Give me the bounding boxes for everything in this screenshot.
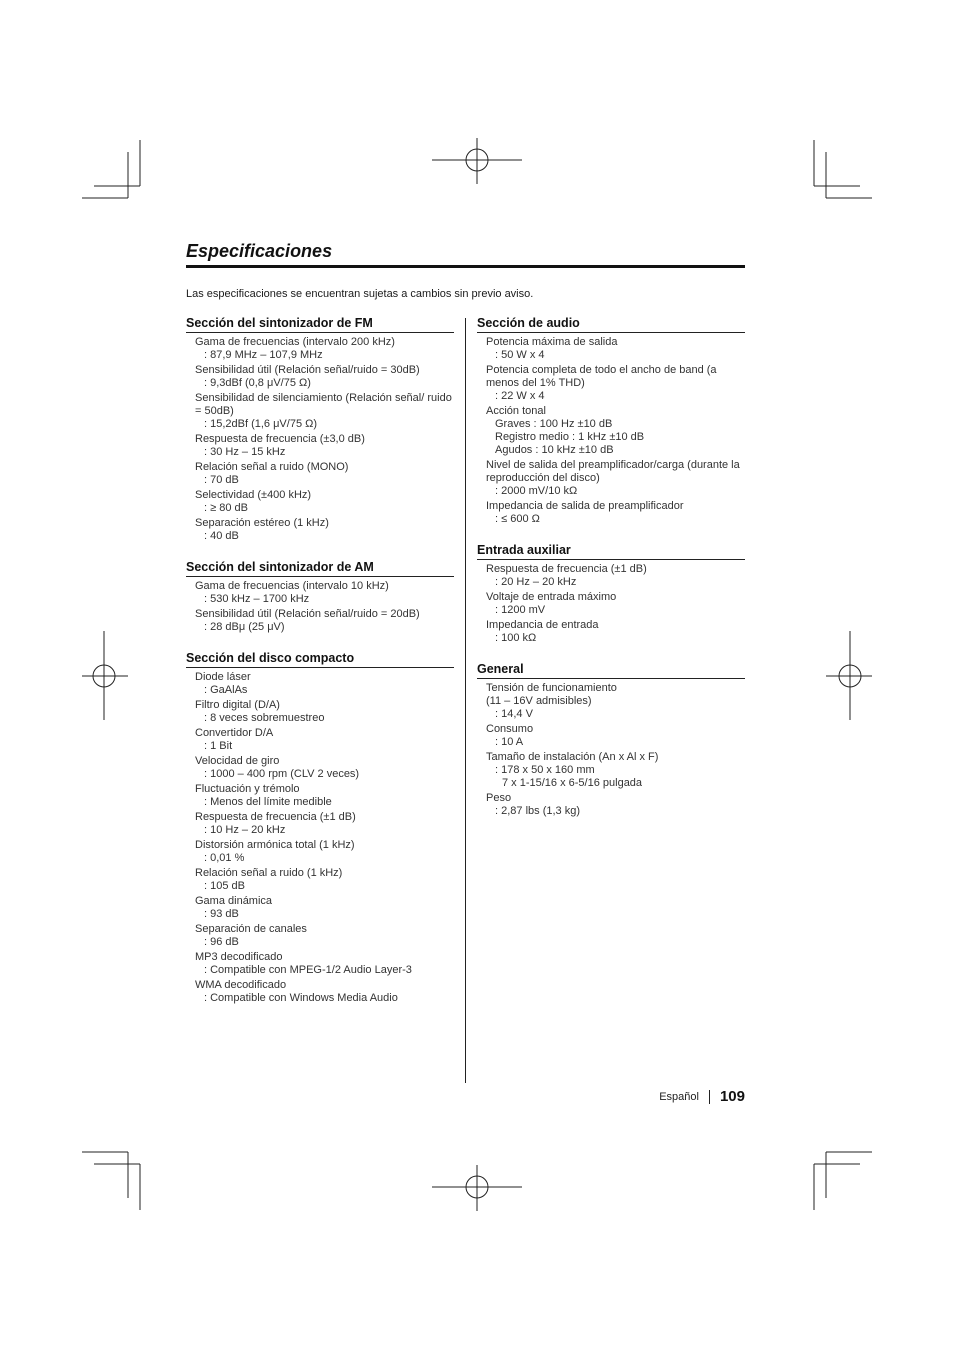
spec-value-bass: Graves : 100 Hz ±10 dB bbox=[495, 418, 613, 430]
spec-label: Tensión de funcionamiento bbox=[486, 682, 617, 694]
spec-item bbox=[486, 591, 745, 617]
spec-item bbox=[195, 489, 454, 515]
section-heading: Entrada auxiliar bbox=[477, 543, 745, 560]
spec-value: : 30 Hz – 15 kHz bbox=[204, 446, 286, 458]
spec-value: : ≤ 600 Ω bbox=[495, 513, 540, 525]
spec-label: Distorsión armónica total (1 kHz) bbox=[195, 839, 355, 851]
column-divider bbox=[465, 318, 466, 1083]
spec-label: Respuesta de frecuencia (±3,0 dB) bbox=[195, 433, 365, 445]
spec-value: : 9,3dBf (0,8 μV/75 Ω) bbox=[204, 377, 311, 389]
spec-label: Impedancia de salida de preamplificador bbox=[486, 500, 684, 512]
spec-label: Selectividad (±400 kHz) bbox=[195, 489, 312, 501]
spec-item bbox=[195, 580, 454, 606]
spec-item bbox=[195, 811, 454, 837]
right-column bbox=[477, 316, 745, 835]
spec-label: Gama dinámica bbox=[195, 895, 273, 907]
spec-value: : 2,87 lbs (1,3 kg) bbox=[495, 805, 580, 817]
spec-item bbox=[195, 727, 454, 753]
spec-label: Acción tonal bbox=[486, 405, 546, 417]
spec-label: Consumo bbox=[486, 723, 534, 735]
spec-label: MP3 decodificado bbox=[195, 951, 283, 963]
spec-value-inches: 7 x 1-15/16 x 6-5/16 pulgada bbox=[502, 777, 643, 789]
section-heading: Sección del sintonizador de FM bbox=[186, 316, 454, 333]
section-heading: Sección del disco compacto bbox=[186, 651, 454, 668]
spec-item bbox=[195, 517, 454, 543]
section-compact-disc bbox=[186, 651, 454, 1005]
footer-language: Español bbox=[659, 1090, 699, 1103]
spec-label: Potencia completa de todo el ancho de band (a menos del 1% THD) bbox=[486, 364, 717, 389]
spec-value: : 10 Hz – 20 kHz bbox=[204, 824, 286, 836]
spec-value: : 1200 mV bbox=[495, 604, 546, 616]
spec-item bbox=[195, 979, 454, 1005]
section-general bbox=[477, 662, 745, 818]
spec-value: : ≥ 80 dB bbox=[204, 502, 248, 514]
spec-label: Tamaño de instalación (An x Al x F) bbox=[486, 751, 659, 763]
spec-value: : 22 W x 4 bbox=[495, 390, 545, 402]
spec-value: : 93 dB bbox=[204, 908, 239, 920]
spec-item bbox=[195, 951, 454, 977]
spec-label: Diode láser bbox=[195, 671, 251, 683]
spec-item bbox=[486, 751, 745, 790]
spec-item bbox=[195, 336, 454, 362]
section-aux-input bbox=[477, 543, 745, 645]
spec-label: Nivel de salida del preamplificador/carga (durante la reproducción del disco) bbox=[486, 459, 740, 484]
spec-value: : 70 dB bbox=[204, 474, 239, 486]
spec-item bbox=[195, 364, 454, 390]
spec-label: Filtro digital (D/A) bbox=[195, 699, 280, 711]
intro-text: Las especificaciones se encuentran sujetas a cambios sin previo aviso. bbox=[186, 288, 534, 300]
section-fm-tuner bbox=[186, 316, 454, 543]
spec-value: : Menos del límite medible bbox=[204, 796, 332, 808]
spec-item bbox=[486, 563, 745, 589]
spec-label: Sensibilidad útil (Relación señal/ruido = 20dB) bbox=[195, 608, 420, 620]
spec-value: : 1000 – 400 rpm (CLV 2 veces) bbox=[204, 768, 360, 780]
spec-item bbox=[195, 839, 454, 865]
spec-item bbox=[486, 792, 745, 818]
spec-value: : GaAlAs bbox=[204, 684, 248, 696]
page-footer bbox=[659, 1088, 745, 1105]
title-rule bbox=[186, 265, 745, 268]
spec-value: : 100 kΩ bbox=[495, 632, 537, 644]
spec-label: Gama de frecuencias (intervalo 10 kHz) bbox=[195, 580, 389, 592]
spec-item bbox=[486, 723, 745, 749]
spec-value: : 14,4 V bbox=[495, 708, 533, 720]
spec-item bbox=[486, 459, 745, 498]
spec-label: Respuesta de frecuencia (±1 dB) bbox=[195, 811, 356, 823]
spec-label: Velocidad de giro bbox=[195, 755, 280, 767]
spec-item bbox=[195, 783, 454, 809]
spec-value: : 105 dB bbox=[204, 880, 245, 892]
spec-value: : 530 kHz – 1700 kHz bbox=[204, 593, 310, 605]
spec-item bbox=[195, 433, 454, 459]
spec-value: : 50 W x 4 bbox=[495, 349, 545, 361]
spec-value: : 2000 mV/10 kΩ bbox=[495, 485, 578, 497]
section-heading: Sección de audio bbox=[477, 316, 745, 333]
left-column bbox=[186, 316, 454, 1022]
spec-item bbox=[195, 895, 454, 921]
spec-value: : 8 veces sobremuestreo bbox=[204, 712, 325, 724]
spec-value: : 10 A bbox=[495, 736, 524, 748]
spec-value: : 20 Hz – 20 kHz bbox=[495, 576, 577, 588]
spec-item bbox=[195, 923, 454, 949]
spec-value: : Compatible con MPEG-1/2 Audio Layer-3 bbox=[204, 964, 412, 976]
section-audio bbox=[477, 316, 745, 526]
section-heading: Sección del sintonizador de AM bbox=[186, 560, 454, 577]
spec-label: Separación de canales bbox=[195, 923, 307, 935]
spec-item bbox=[195, 461, 454, 487]
footer-separator bbox=[709, 1090, 710, 1104]
spec-item bbox=[486, 364, 745, 403]
spec-item bbox=[195, 699, 454, 725]
page-number: 109 bbox=[719, 1088, 745, 1105]
spec-item bbox=[486, 500, 745, 526]
spec-item bbox=[486, 682, 745, 721]
spec-value: : 0,01 % bbox=[204, 852, 245, 864]
spec-value: : 96 dB bbox=[204, 936, 239, 948]
spec-value: : 178 x 50 x 160 mm bbox=[495, 764, 595, 776]
spec-label: Potencia máxima de salida bbox=[486, 336, 618, 348]
spec-item bbox=[486, 619, 745, 645]
spec-item bbox=[486, 336, 745, 362]
spec-item bbox=[195, 671, 454, 697]
spec-value-mid: Registro medio : 1 kHz ±10 dB bbox=[495, 431, 645, 443]
spec-label: Peso bbox=[486, 792, 512, 804]
spec-value: : 40 dB bbox=[204, 530, 239, 542]
spec-value: : 1 Bit bbox=[204, 740, 233, 752]
spec-item bbox=[195, 608, 454, 634]
spec-label: Relación señal a ruido (MONO) bbox=[195, 461, 349, 473]
spec-label: Respuesta de frecuencia (±1 dB) bbox=[486, 563, 647, 575]
spec-value: : 28 dBμ (25 μV) bbox=[204, 621, 285, 633]
spec-value-treble: Agudos : 10 kHz ±10 dB bbox=[495, 444, 614, 456]
spec-value: : 87,9 MHz – 107,9 MHz bbox=[204, 349, 323, 361]
spec-item bbox=[195, 867, 454, 893]
spec-label: Separación estéreo (1 kHz) bbox=[195, 517, 329, 529]
spec-item bbox=[195, 392, 454, 431]
spec-label: WMA decodificado bbox=[195, 979, 287, 991]
spec-value: : Compatible con Windows Media Audio bbox=[204, 992, 398, 1004]
page-title: Especificaciones bbox=[186, 241, 333, 261]
spec-label: Relación señal a ruido (1 kHz) bbox=[195, 867, 343, 879]
spec-item bbox=[195, 755, 454, 781]
spec-value: : 15,2dBf (1,6 μV/75 Ω) bbox=[204, 418, 318, 430]
spec-label: Fluctuación y trémolo bbox=[195, 783, 300, 795]
spec-label: Gama de frecuencias (intervalo 200 kHz) bbox=[195, 336, 395, 348]
spec-label: Impedancia de entrada bbox=[486, 619, 599, 631]
section-am-tuner bbox=[186, 560, 454, 634]
spec-label: Sensibilidad útil (Relación señal/ruido = 30dB) bbox=[195, 364, 420, 376]
spec-label-range: (11 – 16V admisibles) bbox=[486, 695, 592, 707]
spec-label: Voltaje de entrada máximo bbox=[486, 591, 617, 603]
spec-label: Convertidor D/A bbox=[195, 727, 274, 739]
section-heading: General bbox=[477, 662, 745, 679]
spec-label: Sensibilidad de silenciamiento (Relación señal/ ruido = 50dB) bbox=[195, 392, 452, 417]
spec-item-tone bbox=[486, 405, 745, 457]
